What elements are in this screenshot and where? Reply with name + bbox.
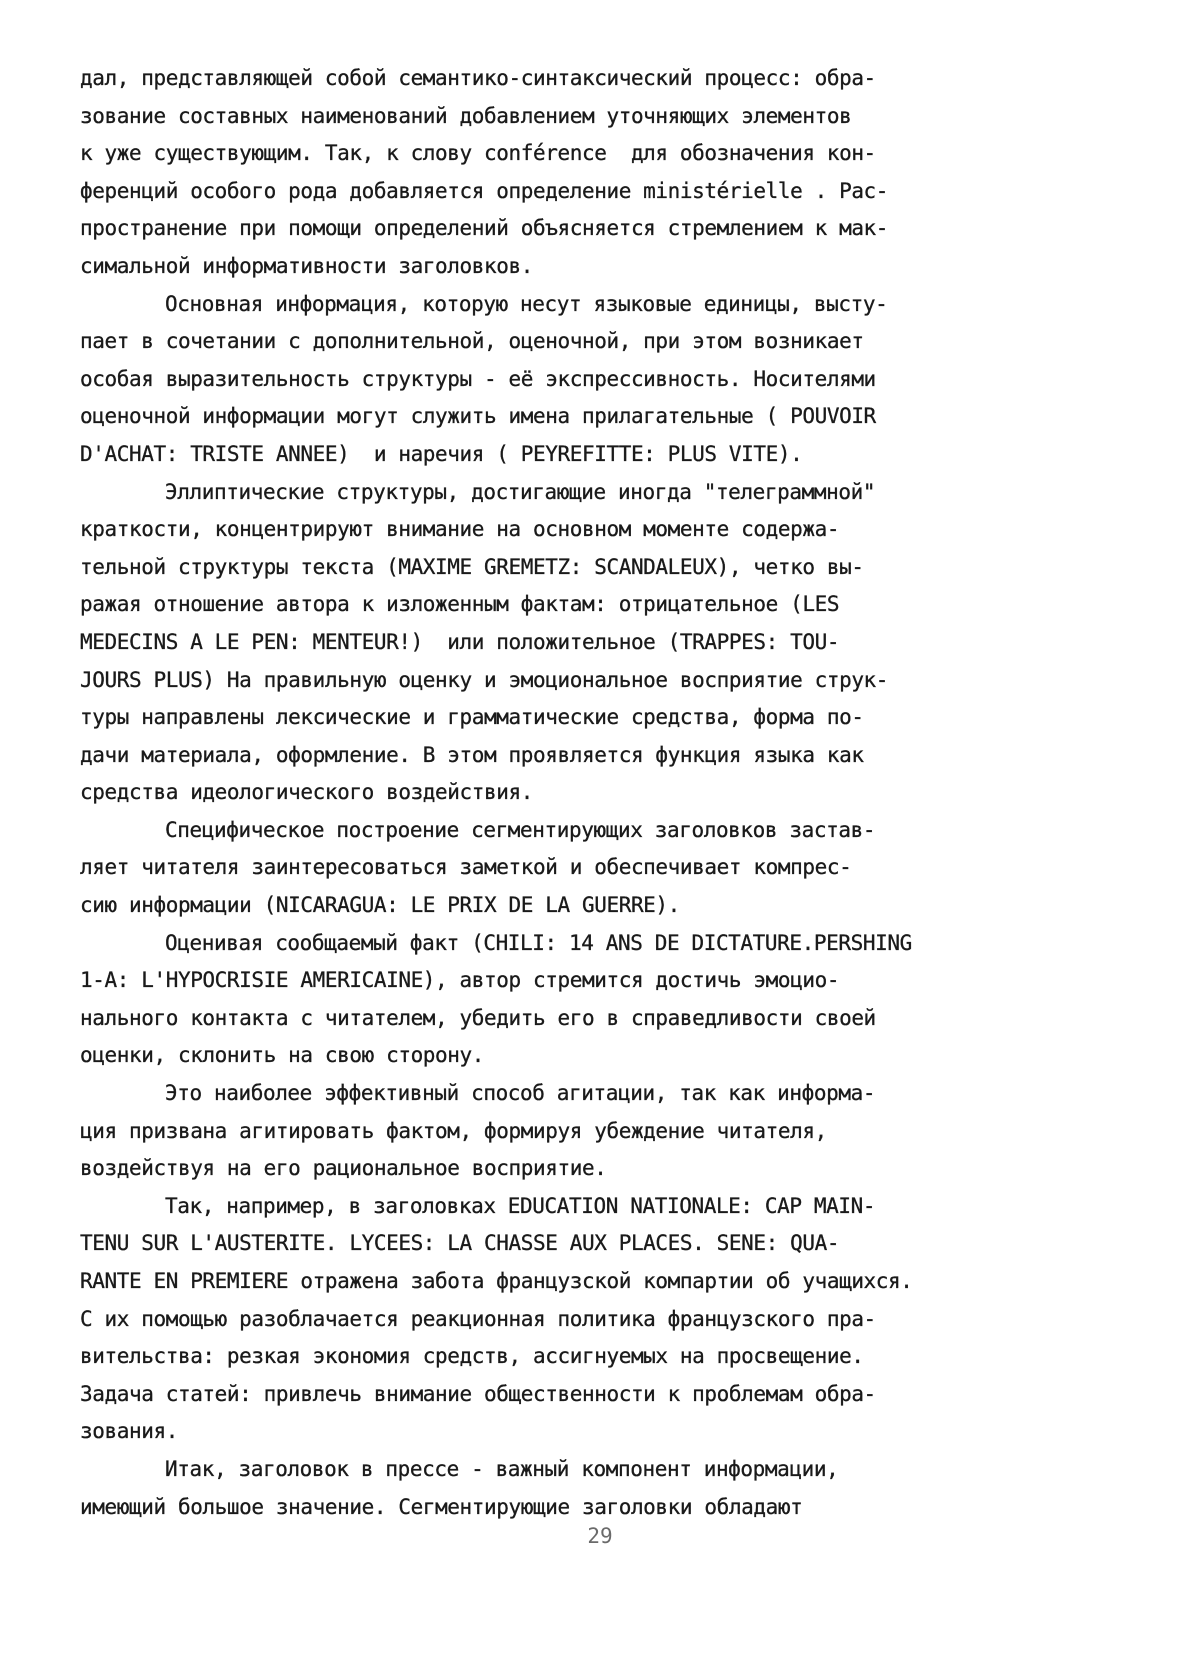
text-line: нального контакта с читателем, убедить его в справедливости своей (80, 1005, 876, 1030)
text-line: средства идеологического воздействия. (80, 780, 533, 805)
text-line: зование составных наименований добавлением уточняющих элементов (80, 103, 852, 128)
text-line: Это наиболее эффективный способ агитации, так как информа- (165, 1081, 876, 1106)
text-line: Специфическое построение сегментирующих заголовков застав- (165, 817, 876, 842)
text-line: особая выразительность структуры - её экспрессивность. Носителями (80, 366, 876, 391)
text-line: симальной информативности заголовков. (80, 253, 533, 278)
text-line: С их помощью разоблачается реакционная политика французского пра- (80, 1306, 876, 1331)
text-line: имеющий большое значение. Сегментирующие заголовки обладают (80, 1494, 803, 1519)
text-line: воздействуя на его рациональное восприятие. (80, 1156, 607, 1181)
paragraph (80, 1451, 1125, 1526)
text-line: вительства: резкая экономия средств, ассигнуемых на просвещение. (80, 1344, 864, 1369)
paragraph (80, 812, 1125, 925)
text-line: пает в сочетании с дополнительной, оценочной, при этом возникает (80, 329, 864, 354)
text-line: JOURS PLUS) На правильную оценку и эмоциональное восприятие струк- (80, 667, 889, 692)
body-text (80, 60, 1125, 1526)
text-line: ференций особого рода добавляется определение ministérielle . Рас- (80, 178, 889, 203)
page-number: 29 (587, 1524, 613, 1548)
text-line: оценочной информации могут служить имена прилагательные ( POUVOIR (80, 404, 876, 429)
text-line: ляет читателя заинтересоваться заметкой и обеспечивает компрес- (80, 855, 852, 880)
text-line: TENU SUR L'AUSTERITE. LYCEES: LA CHASSE AUX PLACES. SENE: QUA- (80, 1231, 840, 1256)
text-line: Основная информация, которую несут языковые единицы, высту- (165, 291, 888, 316)
text-line: дачи материала, оформление. В этом проявляется функция языка как (80, 742, 864, 767)
text-line: тельной структуры текста (MAXIME GREMETZ: SCANDALEUX), четко вы- (80, 554, 864, 579)
paragraph (80, 1188, 1125, 1451)
text-line: D'ACHAT: TRISTE ANNEE) и наречия ( PEYREFITTE: PLUS VITE). (80, 441, 803, 466)
text-line: Задача статей: привлечь внимание общественности к проблемам обра- (80, 1381, 876, 1406)
text-line: ция призвана агитировать фактом, формируя убеждение читателя, (80, 1118, 827, 1143)
paragraph (80, 1075, 1125, 1188)
text-line: Так, например, в заголовках EDUCATION NATIONALE: CAP MAIN- (165, 1193, 876, 1218)
text-line: пространение при помощи определений объясняется стремлением к мак- (80, 216, 889, 241)
text-line: 1-A: L'HYPOCRISIE AMERICAINE), автор стремится достичь эмоцио- (80, 968, 840, 993)
text-line: Эллиптические структуры, достигающие иногда "телеграммной" (165, 479, 876, 504)
paragraph (80, 60, 1125, 286)
text-line: дал, представляющей собой семантико-синтаксический процесс: обра- (80, 66, 876, 90)
paragraph (80, 474, 1125, 812)
text-line: MEDECINS A LE PEN: MENTEUR!) или положительное (TRAPPES: TOU- (80, 629, 840, 654)
text-line: сию информации (NICARAGUA: LE PRIX DE LA GUERRE). (80, 893, 680, 918)
text-line: RANTE EN PREMIERE отражена забота французской компартии об учащихся. (80, 1269, 913, 1293)
text-line: оценки, склонить на свою сторону. (80, 1043, 485, 1068)
text-line: Оценивая сообщаемый факт (CHILI: 14 ANS DE DICTATURE.PERSHING (165, 930, 912, 955)
paragraph (80, 925, 1125, 1075)
text-line: краткости, концентрируют внимание на основном моменте содержа- (80, 517, 840, 542)
text-line: к уже существующим. Так, к слову conférence для обозначения кон- (80, 141, 876, 166)
paragraph (80, 286, 1125, 474)
text-line: туры направлены лексические и грамматические средства, форма по- (80, 705, 864, 730)
text-line: зования. (80, 1419, 178, 1444)
text-line: Итак, заголовок в прессе - важный компонент информации, (165, 1456, 839, 1481)
text-line: ражая отношение автора к изложенным фактам: отрицательное (LES (80, 592, 840, 617)
